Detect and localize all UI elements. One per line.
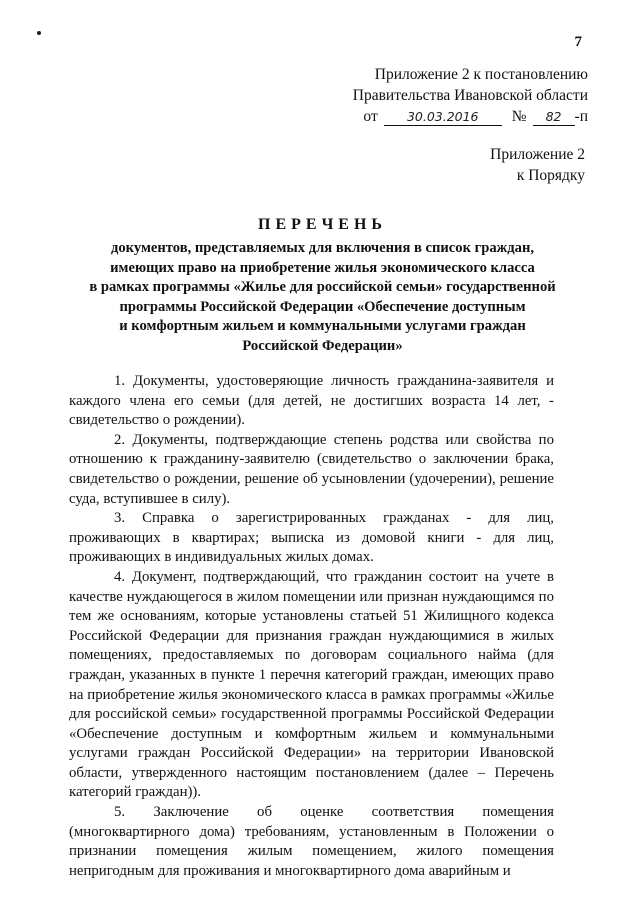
list-item: 5. Заключение об оценке соответствия помещения (многоквартирного дома) требованиям, установленным в Положении о признании помещения жилым помещением, жилого помещения непригодным для проживания и многоквартирного дома аварийным и (69, 804, 554, 879)
subtitle-line: имеющих право на приобретение жилья экономического класса (110, 259, 535, 276)
scan-speck (37, 31, 41, 35)
page-number: 7 (574, 34, 582, 50)
appendix-order-line1: Приложение 2 (490, 146, 585, 163)
list-item: 3. Справка о зарегистрированных гражданах - для лиц, проживающих в квартирах; выписка из домовой книги - для лиц, проживающих в индивидуальных жилых домах. (69, 510, 554, 566)
list-item: 2. Документы, подтверждающие степень родства или свойства по отношению к гражданину-заявителю (свидетельство о заключении брака, свидетельство о рождении, решение об усыновлении (удочерении), решение суда, вступившее в силу). (69, 431, 554, 507)
subtitle-line: документов, представляемых для включения в список граждан, (110, 240, 534, 256)
document-subtitle (60, 239, 585, 356)
subtitle-line: в рамках программы «Жилье для российской семьи» государственной (89, 279, 556, 295)
appendix-resolution-line2: Правительства Ивановской области (352, 87, 588, 104)
subtitle-line: и комфортным жильем и коммунальными услугами граждан (119, 318, 526, 334)
handwritten-number: 82 (533, 109, 575, 126)
list-item: 4. Документ, подтверждающий, что гражданин состоит на учете в качестве нуждающегося в жилом помещении или признан нуждающимся по тем же основаниям, которые установлены статьей 51 Жилищного кодекса Российской Федерации для признания граждан нуждающимися в жилых помещениях, предоставляемых по договорам социального найма (для граждан, указанных в пункте 1 перечня категорий граждан, имеющих право на приобретение жилья экономического класса в рамках программы «Жилье для российской семьи» государственной программы Российской Федерации «Обеспечение доступным и комфортным жильем и коммунальными услугами граждан Российской Федерации» на территории Ивановской области, утвержденного настоящим постановлением (далее – Перечень категорий граждан)). (69, 568, 554, 801)
list-item: 1. Документы, удостоверяющие личность гражданина-заявителя и каждого члена его семьи (для детей, не достигших возраста 14 лет, - свидетельство о рождении). (69, 373, 554, 429)
date-prefix: от (363, 108, 378, 125)
number-suffix: -п (574, 108, 588, 125)
document-title: ПЕРЕЧЕНЬ (258, 216, 387, 233)
document-title-block (60, 215, 585, 356)
appendix-resolution-date-line (280, 106, 588, 127)
handwritten-date: 30.03.2016 (384, 109, 502, 126)
appendix-order-line2: к Порядку (516, 167, 585, 184)
appendix-resolution-header (280, 64, 588, 127)
appendix-order-header (380, 144, 585, 186)
subtitle-line: Российской Федерации» (242, 337, 403, 354)
number-prefix: № (511, 108, 527, 125)
document-list (69, 372, 554, 881)
subtitle-line: программы Российской Федерации «Обеспечение доступным (119, 298, 526, 315)
appendix-resolution-line1: Приложение 2 к постановлению (374, 66, 588, 83)
